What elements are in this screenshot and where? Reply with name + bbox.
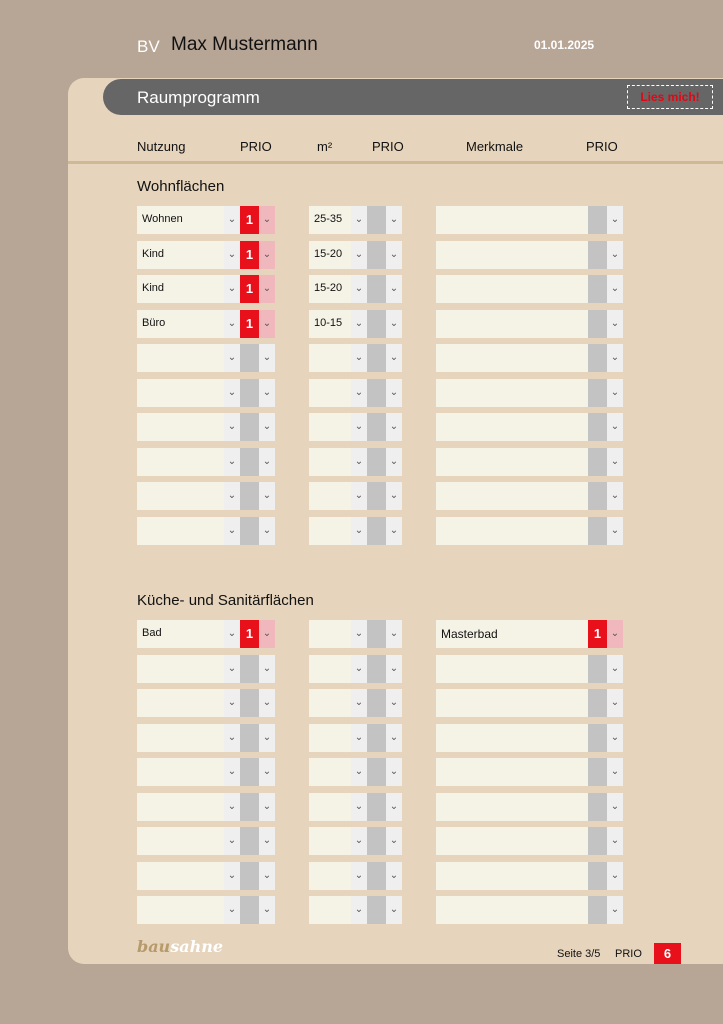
form-row (0, 310, 723, 338)
prio-select[interactable] (240, 517, 259, 545)
prio-select[interactable] (367, 379, 386, 407)
chevron-down-icon[interactable]: ⌄ (351, 482, 367, 510)
chevron-down-icon[interactable]: ⌄ (259, 896, 275, 924)
chevron-down-icon[interactable]: ⌄ (259, 275, 275, 303)
nutzung-value: Bad (142, 627, 162, 639)
nutzung-select[interactable] (137, 689, 224, 717)
m2-select[interactable] (309, 517, 351, 545)
chevron-down-icon[interactable]: ⌄ (224, 620, 240, 648)
chevron-down-icon[interactable]: ⌄ (386, 689, 402, 717)
m2-select[interactable] (309, 724, 351, 752)
merkmal-field[interactable] (436, 413, 588, 441)
bausahne-logo: bausahne (137, 937, 224, 956)
nutzung-select[interactable] (137, 827, 224, 855)
prio-select[interactable]: 1 (240, 241, 259, 269)
chevron-down-icon[interactable]: ⌄ (607, 689, 623, 717)
merkmal-field[interactable] (436, 448, 588, 476)
nutzung-select[interactable] (137, 758, 224, 786)
form-row (0, 689, 723, 717)
m2-select[interactable] (309, 241, 351, 269)
chevron-down-icon[interactable]: ⌄ (259, 448, 275, 476)
chevron-down-icon[interactable]: ⌄ (607, 413, 623, 441)
m2-select[interactable] (309, 206, 351, 234)
merkmal-field[interactable] (436, 482, 588, 510)
m2-select[interactable] (309, 448, 351, 476)
chevron-down-icon[interactable]: ⌄ (351, 655, 367, 683)
chevron-down-icon[interactable]: ⌄ (259, 206, 275, 234)
chevron-down-icon[interactable]: ⌄ (351, 206, 367, 234)
prio-select[interactable] (367, 758, 386, 786)
chevron-down-icon[interactable]: ⌄ (351, 689, 367, 717)
prio-select[interactable] (367, 448, 386, 476)
form-row (0, 241, 723, 269)
merkmal-field[interactable] (436, 827, 588, 855)
chevron-down-icon[interactable]: ⌄ (351, 344, 367, 372)
chevron-down-icon[interactable]: ⌄ (386, 482, 402, 510)
prio-select[interactable] (240, 827, 259, 855)
chevron-down-icon[interactable]: ⌄ (259, 413, 275, 441)
nutzung-value: Büro (142, 317, 166, 329)
prio-select[interactable] (588, 896, 607, 924)
chevron-down-icon[interactable]: ⌄ (351, 793, 367, 821)
chevron-down-icon[interactable]: ⌄ (607, 655, 623, 683)
nutzung-select[interactable] (137, 448, 224, 476)
chevron-down-icon[interactable]: ⌄ (224, 310, 240, 338)
chevron-down-icon[interactable]: ⌄ (607, 241, 623, 269)
chevron-down-icon[interactable]: ⌄ (259, 241, 275, 269)
chevron-down-icon[interactable]: ⌄ (607, 793, 623, 821)
m2-select[interactable] (309, 896, 351, 924)
section-title-kueche-sanitaer: Küche- und Sanitärflächen (137, 592, 314, 609)
prio-select[interactable] (588, 482, 607, 510)
form-row (0, 448, 723, 476)
form-row (0, 620, 723, 648)
m2-value: 15-20 (314, 248, 343, 260)
nutzung-value: Kind (142, 248, 165, 260)
merkmal-field[interactable] (436, 310, 588, 338)
prio-select[interactable] (367, 482, 386, 510)
prio-select[interactable] (367, 862, 386, 890)
prio-select[interactable] (240, 758, 259, 786)
chevron-down-icon[interactable]: ⌄ (259, 344, 275, 372)
m2-select[interactable] (309, 758, 351, 786)
form-row (0, 379, 723, 407)
m2-select[interactable] (309, 793, 351, 821)
chevron-down-icon[interactable]: ⌄ (386, 344, 402, 372)
prio-select[interactable] (240, 379, 259, 407)
chevron-down-icon[interactable]: ⌄ (607, 310, 623, 338)
merkmal-field[interactable] (436, 655, 588, 683)
chevron-down-icon[interactable]: ⌄ (259, 620, 275, 648)
nutzung-select[interactable] (137, 344, 224, 372)
merkmal-field[interactable] (436, 379, 588, 407)
prio-select[interactable]: 1 (240, 620, 259, 648)
col-header-nutzung: Nutzung (137, 139, 186, 154)
merkmal-field[interactable] (436, 206, 588, 234)
chevron-down-icon[interactable]: ⌄ (607, 758, 623, 786)
prio-select[interactable] (367, 793, 386, 821)
merkmal-field[interactable] (436, 517, 588, 545)
chevron-down-icon[interactable]: ⌄ (224, 241, 240, 269)
prio-select[interactable] (367, 275, 386, 303)
chevron-down-icon[interactable]: ⌄ (607, 827, 623, 855)
prio-select[interactable] (367, 344, 386, 372)
chevron-down-icon[interactable]: ⌄ (259, 862, 275, 890)
nutzung-select[interactable] (137, 241, 224, 269)
prio-select[interactable] (588, 724, 607, 752)
merkmal-field[interactable] (436, 275, 588, 303)
chevron-down-icon[interactable]: ⌄ (351, 379, 367, 407)
chevron-down-icon[interactable]: ⌄ (224, 275, 240, 303)
chevron-down-icon[interactable]: ⌄ (607, 724, 623, 752)
nutzung-select[interactable] (137, 862, 224, 890)
nutzung-select[interactable] (137, 896, 224, 924)
col-header-merkmale: Merkmale (466, 139, 524, 154)
prio-select[interactable] (367, 241, 386, 269)
nutzung-select[interactable] (137, 413, 224, 441)
prio-select[interactable] (588, 310, 607, 338)
chevron-down-icon[interactable]: ⌄ (259, 689, 275, 717)
prio-select[interactable] (240, 689, 259, 717)
chevron-down-icon[interactable]: ⌄ (224, 379, 240, 407)
chevron-down-icon[interactable]: ⌄ (607, 379, 623, 407)
chevron-down-icon[interactable]: ⌄ (607, 482, 623, 510)
form-row (0, 275, 723, 303)
chevron-down-icon[interactable]: ⌄ (607, 896, 623, 924)
prio-select[interactable] (367, 206, 386, 234)
prio-select[interactable] (367, 827, 386, 855)
lies-mich-button[interactable]: Lies mich! (627, 85, 713, 109)
m2-value: 25-35 (314, 213, 343, 225)
m2-select[interactable] (309, 310, 351, 338)
merkmal-field[interactable] (436, 758, 588, 786)
chevron-down-icon[interactable]: ⌄ (607, 206, 623, 234)
prio-select[interactable] (367, 724, 386, 752)
chevron-down-icon[interactable]: ⌄ (224, 793, 240, 821)
chevron-down-icon[interactable]: ⌄ (224, 206, 240, 234)
chevron-down-icon[interactable]: ⌄ (351, 517, 367, 545)
prio-select[interactable] (367, 896, 386, 924)
chevron-down-icon[interactable]: ⌄ (607, 275, 623, 303)
merkmal-field[interactable] (436, 862, 588, 890)
chevron-down-icon[interactable]: ⌄ (386, 241, 402, 269)
chevron-down-icon[interactable]: ⌄ (351, 827, 367, 855)
prio-select[interactable] (588, 448, 607, 476)
client-name: Max Mustermann (171, 34, 318, 55)
chevron-down-icon[interactable]: ⌄ (259, 482, 275, 510)
chevron-down-icon[interactable]: ⌄ (351, 310, 367, 338)
chevron-down-icon[interactable]: ⌄ (351, 724, 367, 752)
merkmal-field[interactable] (436, 724, 588, 752)
chevron-down-icon[interactable]: ⌄ (607, 620, 623, 648)
prio-select[interactable]: 1 (240, 275, 259, 303)
footer-prio-count: 6 (654, 943, 681, 964)
col-header-prio-nutzung: PRIO (240, 139, 272, 154)
m2-select[interactable] (309, 344, 351, 372)
nutzung-select[interactable] (137, 620, 224, 648)
form-row (0, 482, 723, 510)
prio-select[interactable] (588, 517, 607, 545)
prio-select[interactable] (588, 275, 607, 303)
prio-select[interactable] (588, 206, 607, 234)
form-row (0, 206, 723, 234)
prio-select[interactable] (367, 620, 386, 648)
chevron-down-icon[interactable]: ⌄ (607, 862, 623, 890)
chevron-down-icon[interactable]: ⌄ (259, 655, 275, 683)
prio-select[interactable] (367, 517, 386, 545)
chevron-down-icon[interactable]: ⌄ (259, 793, 275, 821)
chevron-down-icon[interactable]: ⌄ (386, 862, 402, 890)
m2-select[interactable] (309, 620, 351, 648)
form-row (0, 862, 723, 890)
footer-prio-label: PRIO (615, 948, 642, 960)
chevron-down-icon[interactable]: ⌄ (259, 517, 275, 545)
chevron-down-icon[interactable]: ⌄ (224, 689, 240, 717)
chevron-down-icon[interactable]: ⌄ (386, 655, 402, 683)
form-row (0, 896, 723, 924)
nutzung-select[interactable] (137, 793, 224, 821)
form-row (0, 793, 723, 821)
page-title: Raumprogramm (137, 88, 260, 107)
prio-select[interactable] (588, 689, 607, 717)
chevron-down-icon[interactable]: ⌄ (607, 344, 623, 372)
chevron-down-icon[interactable]: ⌄ (259, 827, 275, 855)
chevron-down-icon[interactable]: ⌄ (351, 620, 367, 648)
chevron-down-icon[interactable]: ⌄ (351, 862, 367, 890)
chevron-down-icon[interactable]: ⌄ (259, 758, 275, 786)
prio-select[interactable] (588, 862, 607, 890)
prio-select[interactable] (367, 689, 386, 717)
chevron-down-icon[interactable]: ⌄ (386, 275, 402, 303)
prio-select[interactable] (240, 655, 259, 683)
chevron-down-icon[interactable]: ⌄ (351, 413, 367, 441)
prio-select[interactable] (240, 448, 259, 476)
col-header-m2: m² (317, 139, 333, 154)
nutzung-select[interactable] (137, 310, 224, 338)
prio-select[interactable] (588, 344, 607, 372)
chevron-down-icon[interactable]: ⌄ (351, 448, 367, 476)
m2-value: 15-20 (314, 282, 343, 294)
chevron-down-icon[interactable]: ⌄ (224, 517, 240, 545)
form-row (0, 758, 723, 786)
chevron-down-icon[interactable]: ⌄ (224, 344, 240, 372)
chevron-down-icon[interactable]: ⌄ (351, 896, 367, 924)
chevron-down-icon[interactable]: ⌄ (386, 724, 402, 752)
form-row (0, 655, 723, 683)
form-row (0, 724, 723, 752)
merkmal-field[interactable] (436, 793, 588, 821)
chevron-down-icon[interactable]: ⌄ (224, 413, 240, 441)
prio-select[interactable] (240, 896, 259, 924)
merkmal-field[interactable] (436, 620, 588, 648)
chevron-down-icon[interactable]: ⌄ (259, 310, 275, 338)
document-date: 01.01.2025 (534, 38, 595, 52)
chevron-down-icon[interactable]: ⌄ (224, 827, 240, 855)
section-title-wohnflaechen: Wohnflächen (137, 178, 225, 195)
chevron-down-icon[interactable]: ⌄ (386, 896, 402, 924)
prio-select[interactable] (240, 862, 259, 890)
nutzung-select[interactable] (137, 206, 224, 234)
nutzung-select[interactable] (137, 275, 224, 303)
prio-select[interactable] (588, 241, 607, 269)
chevron-down-icon[interactable]: ⌄ (607, 517, 623, 545)
merkmal-field[interactable] (436, 896, 588, 924)
chevron-down-icon[interactable]: ⌄ (351, 241, 367, 269)
chevron-down-icon[interactable]: ⌄ (386, 310, 402, 338)
chevron-down-icon[interactable]: ⌄ (224, 896, 240, 924)
nutzung-select[interactable] (137, 517, 224, 545)
chevron-down-icon[interactable]: ⌄ (224, 862, 240, 890)
m2-select[interactable] (309, 275, 351, 303)
chevron-down-icon[interactable]: ⌄ (224, 482, 240, 510)
chevron-down-icon[interactable]: ⌄ (224, 724, 240, 752)
prio-select[interactable]: 1 (588, 620, 607, 648)
merkmal-field[interactable] (436, 241, 588, 269)
merkmal-field[interactable] (436, 344, 588, 372)
prio-select[interactable] (588, 413, 607, 441)
m2-select[interactable] (309, 482, 351, 510)
form-row (0, 413, 723, 441)
chevron-down-icon[interactable]: ⌄ (386, 413, 402, 441)
merkmal-value: Masterbad (441, 627, 498, 641)
m2-value: 10-15 (314, 317, 343, 329)
prio-select[interactable] (588, 655, 607, 683)
m2-select[interactable] (309, 413, 351, 441)
m2-select[interactable] (309, 827, 351, 855)
chevron-down-icon[interactable]: ⌄ (386, 206, 402, 234)
prio-select[interactable]: 1 (240, 310, 259, 338)
chevron-down-icon[interactable]: ⌄ (224, 448, 240, 476)
col-header-prio-m2: PRIO (372, 139, 404, 154)
prio-select[interactable] (588, 793, 607, 821)
form-row (0, 517, 723, 545)
form-row (0, 827, 723, 855)
header-divider (68, 161, 723, 164)
nutzung-value: Kind (142, 282, 165, 294)
col-header-prio-merkmale: PRIO (586, 139, 618, 154)
chevron-down-icon[interactable]: ⌄ (386, 448, 402, 476)
m2-select[interactable] (309, 862, 351, 890)
chevron-down-icon[interactable]: ⌄ (386, 517, 402, 545)
chevron-down-icon[interactable]: ⌄ (386, 620, 402, 648)
chevron-down-icon[interactable]: ⌄ (607, 448, 623, 476)
prio-select[interactable] (588, 827, 607, 855)
prio-select[interactable] (240, 344, 259, 372)
m2-select[interactable] (309, 655, 351, 683)
page-number: Seite 3/5 (557, 948, 601, 960)
chevron-down-icon[interactable]: ⌄ (386, 827, 402, 855)
prio-select[interactable] (240, 793, 259, 821)
chevron-down-icon[interactable]: ⌄ (224, 655, 240, 683)
chevron-down-icon[interactable]: ⌄ (224, 758, 240, 786)
nutzung-select[interactable] (137, 655, 224, 683)
prio-select[interactable] (367, 413, 386, 441)
chevron-down-icon[interactable]: ⌄ (386, 793, 402, 821)
bv-label: BV (137, 37, 160, 56)
merkmal-field[interactable] (436, 689, 588, 717)
chevron-down-icon[interactable]: ⌄ (351, 758, 367, 786)
prio-select[interactable] (588, 758, 607, 786)
prio-select[interactable] (588, 379, 607, 407)
prio-select[interactable] (240, 413, 259, 441)
prio-select[interactable] (367, 655, 386, 683)
prio-select[interactable]: 1 (240, 206, 259, 234)
prio-select[interactable] (367, 310, 386, 338)
form-row (0, 344, 723, 372)
nutzung-select[interactable] (137, 379, 224, 407)
chevron-down-icon[interactable]: ⌄ (351, 275, 367, 303)
chevron-down-icon[interactable]: ⌄ (386, 758, 402, 786)
nutzung-select[interactable] (137, 482, 224, 510)
m2-select[interactable] (309, 689, 351, 717)
nutzung-select[interactable] (137, 724, 224, 752)
chevron-down-icon[interactable]: ⌄ (386, 379, 402, 407)
nutzung-value: Wohnen (142, 213, 183, 225)
m2-select[interactable] (309, 379, 351, 407)
prio-select[interactable] (240, 724, 259, 752)
chevron-down-icon[interactable]: ⌄ (259, 724, 275, 752)
chevron-down-icon[interactable]: ⌄ (259, 379, 275, 407)
prio-select[interactable] (240, 482, 259, 510)
